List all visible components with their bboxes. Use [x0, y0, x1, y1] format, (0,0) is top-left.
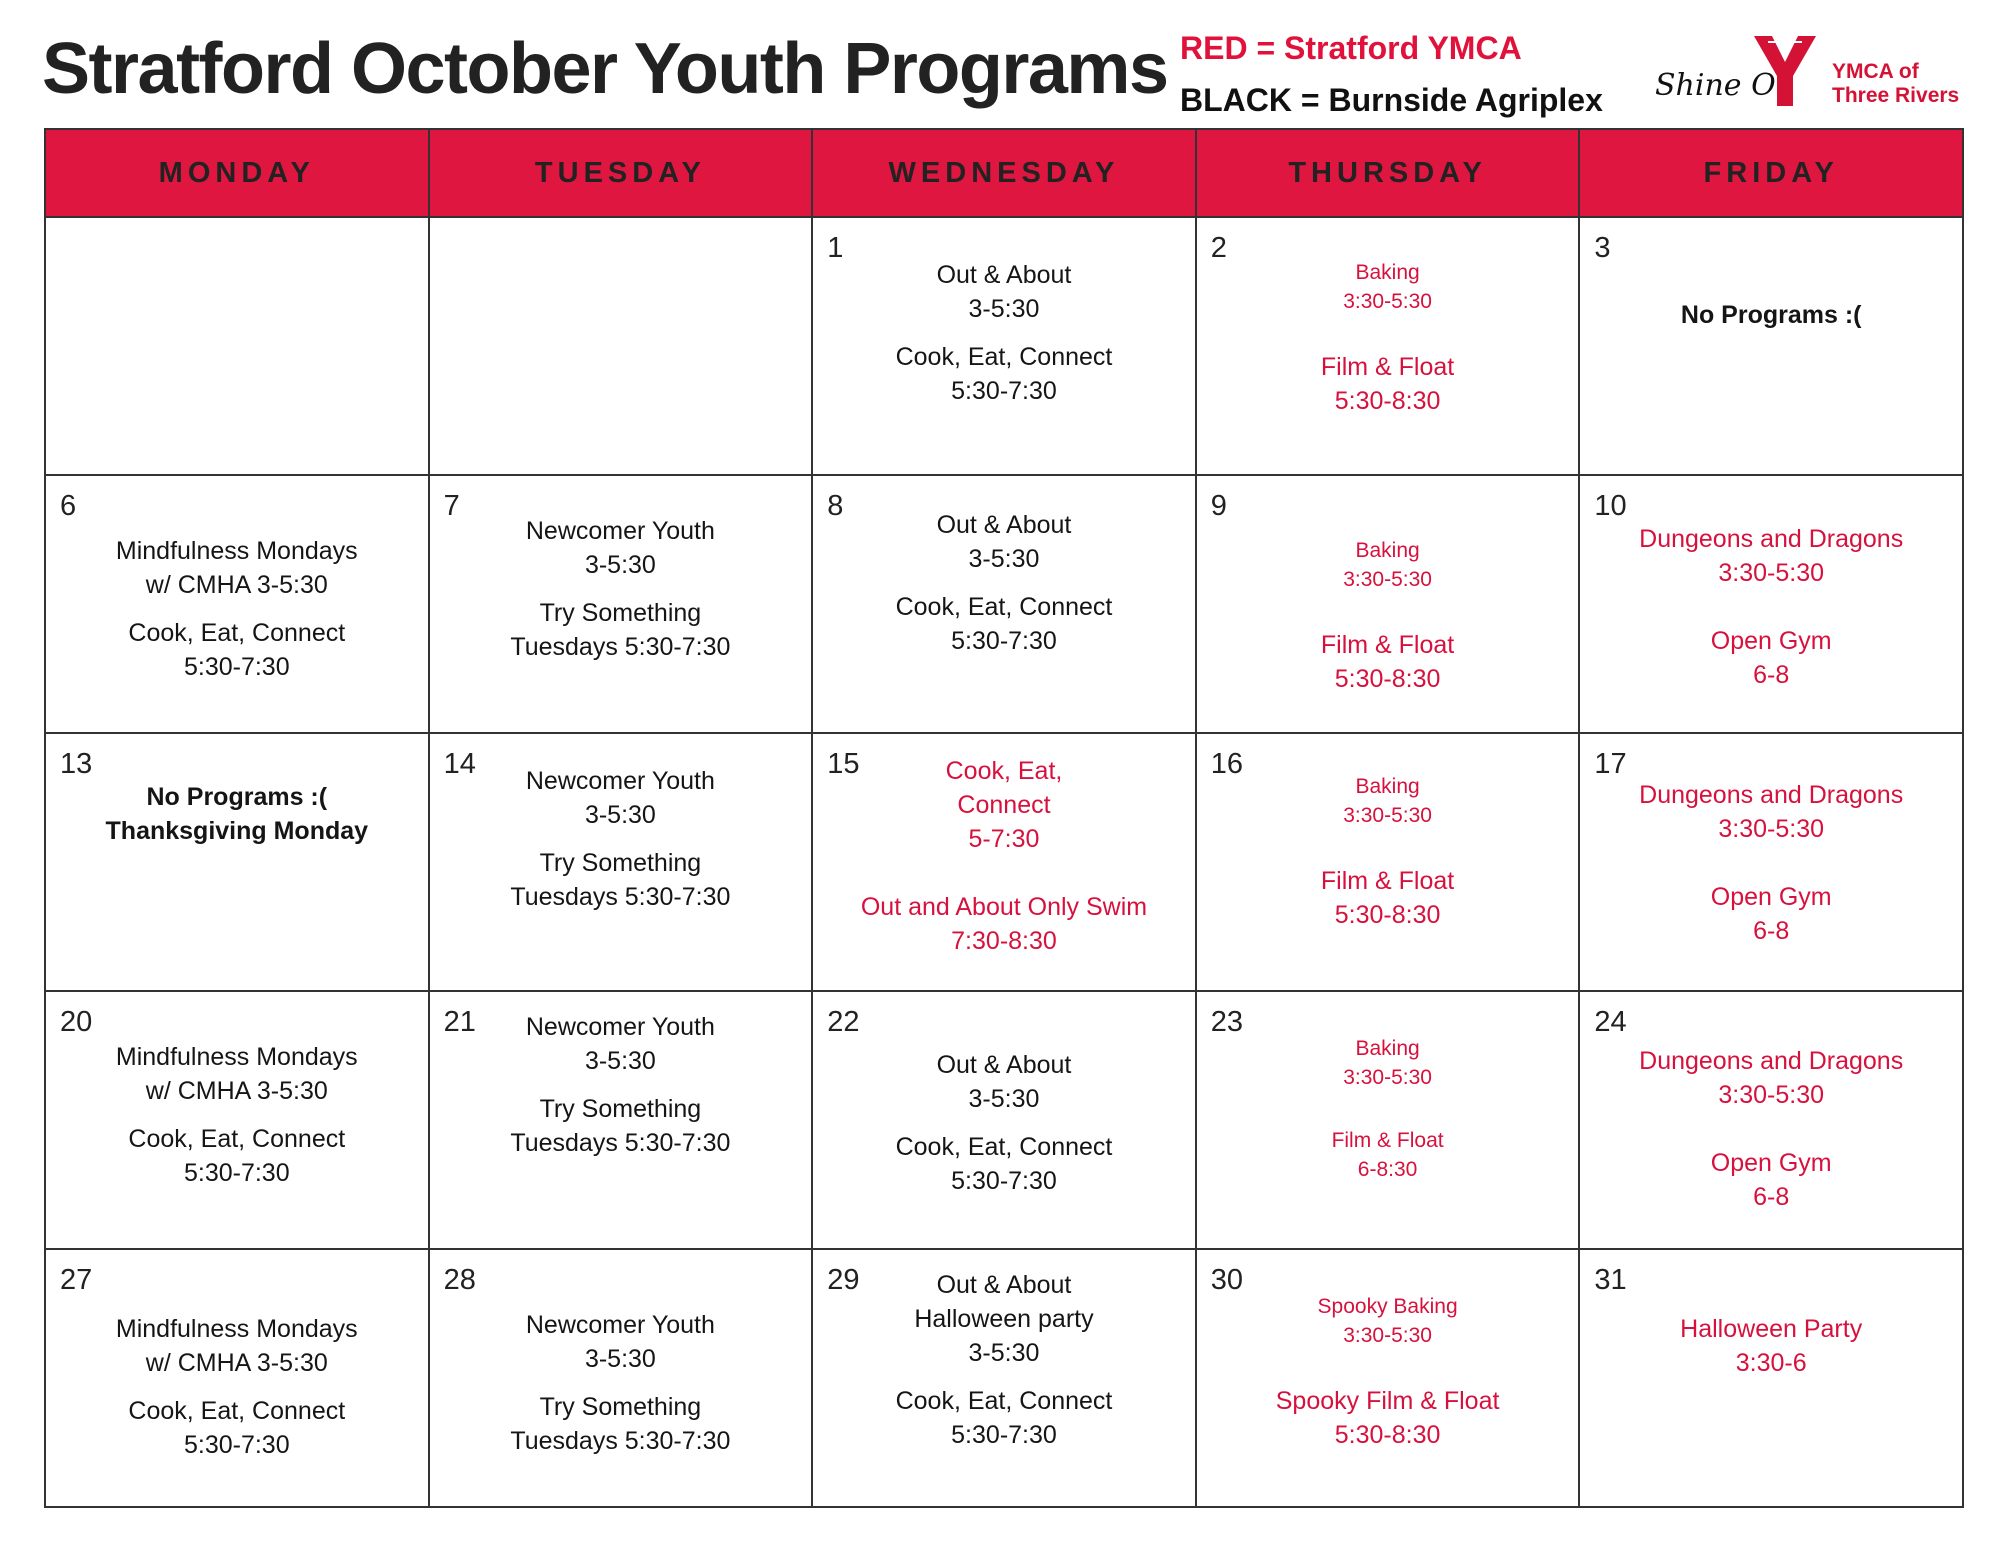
week-row — [45, 475, 1963, 733]
day-number: 1 — [827, 232, 844, 264]
event-text-line: 3-5:30 — [968, 1085, 1040, 1113]
day-number: 20 — [60, 1006, 93, 1038]
program-event — [1580, 778, 1962, 846]
header-thursday: THURSDAY — [1196, 129, 1580, 217]
program-event — [430, 1092, 812, 1160]
day-cell — [1196, 475, 1580, 733]
day-cell — [812, 217, 1196, 475]
program-event — [46, 1394, 428, 1462]
event-text-line: Connect — [957, 791, 1051, 819]
org-line-2: Three Rivers — [1832, 84, 1960, 107]
event-text-line: Tuesdays 5:30-7:30 — [510, 1427, 731, 1455]
day-cell — [1579, 475, 1963, 733]
program-event — [813, 340, 1195, 408]
day-number: 23 — [1210, 1006, 1244, 1038]
event-text-line: Tuesdays 5:30-7:30 — [510, 1129, 731, 1157]
program-event — [430, 596, 812, 664]
ymca-y-icon — [1752, 32, 1818, 108]
event-text-line: Mindfulness Mondays — [115, 1043, 358, 1071]
program-event — [813, 258, 1195, 326]
program-event — [1580, 880, 1962, 948]
event-text-line: 5:30-7:30 — [951, 377, 1057, 405]
event-text-line: Out & About — [936, 1271, 1072, 1299]
day-cell — [812, 1249, 1196, 1507]
program-event — [430, 1010, 812, 1078]
event-text-line: w/ CMHA 3-5:30 — [145, 1077, 328, 1105]
week-row — [45, 991, 1963, 1249]
program-event — [1197, 536, 1579, 594]
event-text-line: Cook, Eat, Connect — [128, 1125, 346, 1153]
color-legend — [1180, 22, 1603, 126]
event-text-line: Cook, Eat, Connect — [128, 1397, 346, 1425]
legend-black: BLACK = Burnside Agriplex — [1180, 82, 1603, 118]
day-number: 13 — [60, 748, 93, 780]
program-event — [813, 1384, 1195, 1452]
shine-on-tagline: Shine On — [1655, 68, 1795, 103]
event-text-line: Newcomer Youth — [525, 767, 715, 795]
header-wednesday: WEDNESDAY — [812, 129, 1196, 217]
event-text-line: Cook, Eat, Connect — [895, 343, 1113, 371]
event-list — [46, 780, 428, 862]
event-text-line: Cook, Eat, — [945, 757, 1063, 785]
event-text-line: 3-5:30 — [584, 1345, 656, 1373]
org-line-1: YMCA of — [1832, 60, 1919, 83]
event-text-line: 5:30-7:30 — [183, 1431, 290, 1459]
day-cell — [429, 733, 813, 991]
day-cell — [429, 1249, 813, 1507]
event-text-line: Try Something — [539, 849, 702, 877]
program-event — [813, 508, 1195, 576]
event-text-line: Cook, Eat, Connect — [895, 593, 1113, 621]
event-text-line: Try Something — [539, 599, 702, 627]
event-text-line: Tuesdays 5:30-7:30 — [510, 633, 731, 661]
day-cell — [45, 1249, 429, 1507]
event-list — [1197, 772, 1579, 946]
event-list — [46, 1312, 428, 1476]
event-text-line: Newcomer Youth — [525, 517, 715, 545]
event-text-line: Baking — [1355, 261, 1420, 284]
event-list — [46, 1040, 428, 1204]
event-list — [1197, 1034, 1579, 1198]
event-text-line: 5:30-8:30 — [1334, 1421, 1441, 1449]
event-text-line: w/ CMHA 3-5:30 — [145, 1349, 328, 1377]
program-event — [430, 514, 812, 582]
program-event — [813, 754, 1195, 856]
day-cell — [429, 475, 813, 733]
day-cell — [812, 475, 1196, 733]
program-event — [813, 1268, 1195, 1370]
event-text-line: 3:30-5:30 — [1718, 559, 1824, 587]
event-text-line: 6-8 — [1753, 661, 1790, 689]
event-text-line: Out & About — [936, 261, 1072, 289]
day-cell — [45, 475, 429, 733]
event-text-line: 5:30-7:30 — [951, 1167, 1057, 1195]
event-text-line: Baking — [1355, 539, 1420, 562]
program-event — [1197, 350, 1579, 418]
event-text-line: Film & Float — [1331, 1129, 1444, 1152]
event-text-line: Open Gym — [1710, 1149, 1832, 1177]
program-event — [1197, 772, 1579, 830]
program-event — [46, 1040, 428, 1108]
event-text-line: Out & About — [936, 511, 1072, 539]
program-event — [1580, 1146, 1962, 1214]
program-event — [1197, 864, 1579, 932]
event-text-line: Dungeons and Dragons — [1639, 1047, 1904, 1075]
event-text-line: Baking — [1355, 775, 1420, 798]
day-number: 17 — [1594, 748, 1627, 780]
event-text-line: 3-5:30 — [584, 1047, 656, 1075]
event-text-line: 3:30-5:30 — [1718, 815, 1824, 843]
event-text-line: Newcomer Youth — [525, 1311, 715, 1339]
program-event — [813, 890, 1195, 958]
day-cell — [812, 991, 1196, 1249]
event-text-line: 3:30-6 — [1735, 1349, 1807, 1377]
event-text-line: Mindfulness Mondays — [115, 1315, 358, 1343]
event-list — [813, 1268, 1195, 1466]
event-text-line: Spooky Baking — [1317, 1295, 1458, 1318]
day-cell — [1579, 991, 1963, 1249]
program-event — [46, 616, 428, 684]
day-number: 8 — [827, 490, 844, 522]
day-cell — [812, 733, 1196, 991]
event-text-line: 5:30-7:30 — [951, 1421, 1057, 1449]
program-event — [46, 780, 428, 848]
program-event — [430, 764, 812, 832]
event-text-line: 6-8:30 — [1357, 1158, 1418, 1181]
program-event — [46, 1122, 428, 1190]
program-event — [1197, 1384, 1579, 1452]
event-list — [46, 534, 428, 698]
event-text-line: 3:30-5:30 — [1343, 568, 1432, 591]
header-friday: FRIDAY — [1579, 129, 1963, 217]
program-event — [1197, 1126, 1579, 1184]
event-list — [1580, 1312, 1962, 1394]
event-list — [1197, 258, 1579, 432]
event-text-line: Try Something — [539, 1393, 702, 1421]
event-text-line: Thanksgiving Monday — [105, 817, 369, 845]
program-event — [430, 846, 812, 914]
event-list — [430, 514, 812, 678]
day-cell — [429, 991, 813, 1249]
event-text-line: 3:30-5:30 — [1343, 1066, 1432, 1089]
event-text-line: No Programs :( — [146, 783, 328, 811]
day-number: 24 — [1594, 1006, 1627, 1038]
event-text-line: 5-7:30 — [968, 825, 1040, 853]
event-text-line: 3-5:30 — [584, 551, 656, 579]
program-event — [1197, 628, 1579, 696]
event-text-line: Mindfulness Mondays — [115, 537, 358, 565]
event-text-line: Newcomer Youth — [525, 1013, 715, 1041]
event-text-line: Try Something — [539, 1095, 702, 1123]
day-number: 15 — [827, 748, 860, 780]
event-list — [1580, 1044, 1962, 1228]
program-event — [1580, 1312, 1962, 1380]
event-list — [813, 258, 1195, 422]
day-number: 3 — [1594, 232, 1611, 264]
event-text-line: Open Gym — [1710, 883, 1832, 911]
program-event — [813, 1130, 1195, 1198]
program-event — [1197, 1292, 1579, 1350]
day-cell — [1579, 733, 1963, 991]
event-list — [1197, 1292, 1579, 1466]
header-monday: MONDAY — [45, 129, 429, 217]
event-list — [813, 508, 1195, 672]
event-text-line: Cook, Eat, Connect — [128, 619, 346, 647]
program-event — [430, 1390, 812, 1458]
day-number: 14 — [443, 748, 476, 780]
program-event — [1580, 522, 1962, 590]
event-text-line: Halloween Party — [1680, 1315, 1863, 1343]
day-cell — [1196, 733, 1580, 991]
event-text-line: 3:30-5:30 — [1343, 290, 1432, 313]
day-cell — [1196, 1249, 1580, 1507]
legend-red: RED = Stratford YMCA — [1180, 30, 1522, 66]
program-event — [46, 1312, 428, 1380]
event-text-line: 3:30-5:30 — [1718, 1081, 1824, 1109]
event-text-line: w/ CMHA 3-5:30 — [145, 571, 328, 599]
event-list — [1580, 522, 1962, 706]
day-cell — [45, 733, 429, 991]
event-text-line: 3-5:30 — [968, 545, 1040, 573]
day-cell — [1579, 1249, 1963, 1507]
day-cell — [1579, 217, 1963, 475]
event-text-line: Dungeons and Dragons — [1639, 525, 1904, 553]
day-cell — [1196, 217, 1580, 475]
event-text-line: Open Gym — [1710, 627, 1832, 655]
program-event — [813, 590, 1195, 658]
event-text-line: 7:30-8:30 — [951, 927, 1057, 955]
event-text-line: 5:30-8:30 — [1334, 901, 1441, 929]
event-text-line: No Programs :( — [1680, 301, 1862, 329]
event-list — [1580, 298, 1962, 346]
event-text-line: Baking — [1355, 1037, 1420, 1060]
program-event — [1197, 1034, 1579, 1092]
day-number: 29 — [827, 1264, 860, 1296]
week-row — [45, 217, 1963, 475]
week-row — [45, 733, 1963, 991]
day-number: 6 — [60, 490, 77, 522]
day-number: 27 — [60, 1264, 93, 1296]
event-text-line: Out & About — [936, 1051, 1072, 1079]
day-number: 28 — [443, 1264, 476, 1296]
program-event — [1580, 1044, 1962, 1112]
event-text-line: 5:30-7:30 — [183, 653, 290, 681]
event-text-line: 3-5:30 — [584, 801, 656, 829]
event-list — [813, 754, 1195, 972]
event-list — [813, 1048, 1195, 1212]
day-number: 9 — [1210, 490, 1227, 522]
event-text-line: Out and About Only Swim — [860, 893, 1148, 921]
program-event — [430, 1308, 812, 1376]
calendar-table — [44, 128, 1964, 1508]
event-text-line: 3-5:30 — [968, 1339, 1040, 1367]
program-event — [1197, 258, 1579, 316]
event-list — [430, 764, 812, 928]
event-text-line: 5:30-7:30 — [183, 1159, 290, 1187]
day-number: 16 — [1210, 748, 1244, 780]
event-text-line: Film & Float — [1320, 867, 1455, 895]
program-event — [1580, 298, 1962, 332]
event-text-line: 6-8 — [1753, 1183, 1790, 1211]
event-text-line: 3:30-5:30 — [1343, 804, 1432, 827]
day-number: 7 — [443, 490, 460, 522]
day-number: 10 — [1594, 490, 1627, 522]
event-text-line: Tuesdays 5:30-7:30 — [510, 883, 731, 911]
weekday-header-row — [45, 129, 1963, 217]
day-cell — [45, 217, 429, 475]
event-text-line: Dungeons and Dragons — [1639, 781, 1904, 809]
event-text-line: 3:30-5:30 — [1343, 1324, 1432, 1347]
event-list — [430, 1010, 812, 1174]
event-list — [1580, 778, 1962, 962]
day-cell — [429, 217, 813, 475]
event-text-line: 5:30-8:30 — [1334, 387, 1441, 415]
day-number: 30 — [1210, 1264, 1244, 1296]
program-event — [1580, 624, 1962, 692]
event-text-line: 5:30-7:30 — [951, 627, 1057, 655]
day-number: 31 — [1594, 1264, 1627, 1296]
week-row — [45, 1249, 1963, 1507]
header-tuesday: TUESDAY — [429, 129, 813, 217]
event-text-line: 5:30-8:30 — [1334, 665, 1441, 693]
event-text-line: Film & Float — [1320, 631, 1455, 659]
day-number: 21 — [443, 1006, 476, 1038]
program-event — [813, 1048, 1195, 1116]
event-text-line: Cook, Eat, Connect — [895, 1387, 1113, 1415]
event-list — [430, 1308, 812, 1472]
event-text-line: 3-5:30 — [968, 295, 1040, 323]
day-number: 2 — [1210, 232, 1227, 264]
event-text-line: 6-8 — [1753, 917, 1790, 945]
event-list — [1197, 536, 1579, 710]
day-cell — [1196, 991, 1580, 1249]
program-event — [46, 534, 428, 602]
event-text-line: Halloween party — [914, 1305, 1094, 1333]
day-cell — [45, 991, 429, 1249]
ymca-org-name — [1832, 60, 1959, 108]
day-number: 22 — [827, 1006, 860, 1038]
page-title: Stratford October Youth Programs — [42, 29, 1168, 109]
event-text-line: Spooky Film & Float — [1275, 1387, 1500, 1415]
event-text-line: Film & Float — [1320, 353, 1455, 381]
event-text-line: Cook, Eat, Connect — [895, 1133, 1113, 1161]
